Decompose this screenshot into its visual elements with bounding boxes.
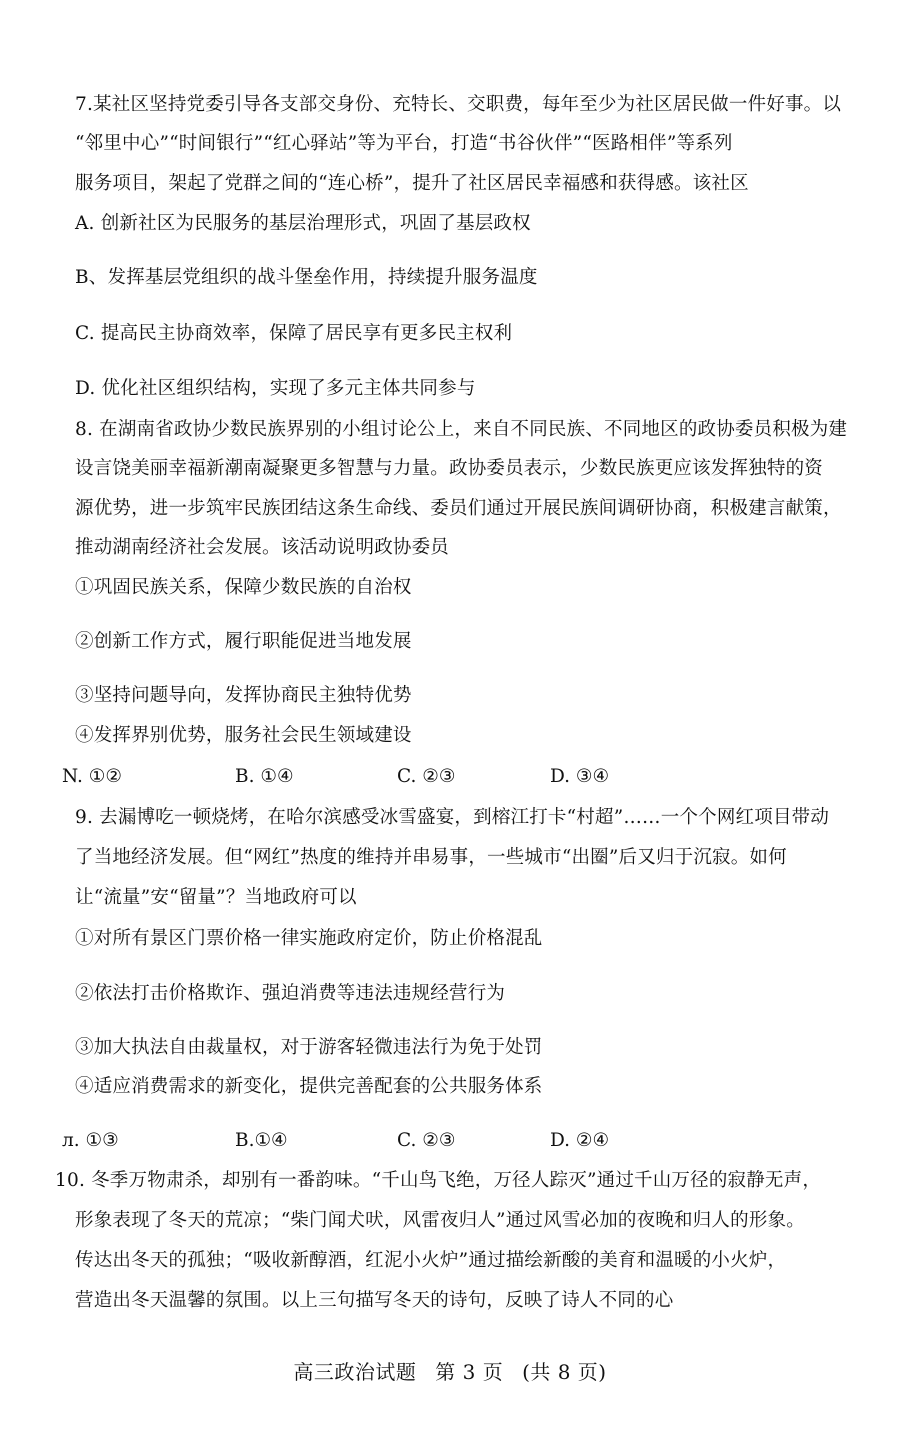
q7-stem-line-2: “邻里中心”“时间银行”“红心驿站”等为平台，打造“书谷伙伴”“医路相伴”等系列 (75, 133, 733, 154)
q8-stem-line-2: 设言饶美丽幸福新潮南凝聚更多智慧与力量。政协委员表示，少数民族更应该发挥独特的资 (75, 458, 824, 479)
q9-statement-2: ②依法打击价格欺诈、强迫消费等违法违规经营行为 (75, 983, 506, 1004)
q10-stem-line-4: 营造出冬天温馨的氛围。以上三句描写冬天的诗句，反映了诗人不同的心 (75, 1290, 674, 1311)
q7-stem-line-3: 服务项目，架起了党群之间的“连心桥”，提升了社区居民幸福感和获得感。该社区 (75, 173, 749, 194)
q8-choice-b: B. ①④ (235, 766, 294, 787)
q8-statement-4: ④发挥界别优势，服务社会民生领域建设 (75, 725, 412, 746)
q9-statement-4: ④适应消费需求的新变化，提供完善配套的公共服务体系 (75, 1076, 543, 1097)
q9-choice-d: D. ②④ (550, 1130, 610, 1151)
q8-statement-2: ②创新工作方式，履行职能促进当地发展 (75, 631, 412, 652)
footer-page-number: 第 3 页 (435, 1360, 504, 1384)
q8-stem-line-1: 8. 在湖南省政协少数民族界别的小组讨论公上，来自不同民族、不同地区的政协委员积极为建 (75, 419, 848, 440)
q8-choice-c: C. ②③ (397, 766, 456, 787)
q8-choice-a: N. ①② (62, 766, 122, 787)
q7-option-c: C. 提高民主协商效率，保障了居民享有更多民主权利 (75, 323, 513, 344)
page-footer (0, 1356, 900, 1385)
q9-statement-3: ③加大执法自由裁量权，对于游客轻微违法行为免于处罚 (75, 1037, 543, 1058)
q9-choice-c: C. ②③ (397, 1130, 456, 1151)
q7-option-a: A. 创新社区为民服务的基层治理形式，巩固了基层政权 (75, 213, 531, 234)
q8-choice-d: D. ③④ (550, 766, 610, 787)
q7-option-d: D. 优化社区组织结构，实现了多元主体共同参与 (75, 378, 476, 399)
q7-option-b: B、发挥基层党组织的战斗堡垒作用，持续提升服务温度 (75, 267, 538, 288)
q9-choice-b: B.①④ (235, 1130, 288, 1151)
q9-stem-line-3: 让“流量”安“留量”？当地政府可以 (75, 887, 357, 908)
q8-stem-line-3: 源优势，进一步筑牢民族团结这条生命线、委员们通过开展民族间调研协商，积极建言献策， (75, 498, 842, 519)
q7-stem-line-1: 7.某社区坚持党委引导各支部交身份、充特长、交职费，每年至少为社区居民做一件好事。以 (75, 94, 842, 115)
footer-title: 高三政治试题 (293, 1360, 417, 1384)
q9-stem-line-2: 了当地经济发展。但“网红”热度的维持并串易事，一些城市“出圈”后又归于沉寂。如何 (75, 847, 787, 868)
q10-stem-line-2: 形象表现了冬天的荒凉；“柴门闻犬吠，风雷夜归人”通过风雪必加的夜晚和归人的形象。 (75, 1210, 805, 1231)
q8-statement-3: ③坚持问题导向，发挥协商民主独特优势 (75, 685, 412, 706)
q8-statement-1: ①巩固民族关系，保障少数民族的自治权 (75, 577, 412, 598)
q9-statement-1: ①对所有景区门票价格一律实施政府定价，防止价格混乱 (75, 928, 543, 949)
q9-choice-a: л. ①③ (62, 1130, 119, 1151)
q8-stem-line-4: 推动湖南经济社会发展。该活动说明政协委员 (75, 537, 450, 558)
footer-page-total: (共 8 页) (522, 1360, 607, 1384)
q10-stem-line-3: 传达出冬天的孤独；“吸收新醇酒，红泥小火炉”通过描绘新酸的美育和温暖的小火炉， (75, 1250, 787, 1271)
q10-stem-line-1: 10. 冬季万物肃杀，却别有一番韵味。“千山鸟飞绝，万径人踪灭”通过千山万径的寂静无声， (55, 1170, 822, 1191)
q9-stem-line-1: 9. 去漏博吃一顿烧烤，在哈尔滨感受冰雪盛宴，到榕江打卡“村超”……一个个网红项目带动 (75, 807, 830, 828)
